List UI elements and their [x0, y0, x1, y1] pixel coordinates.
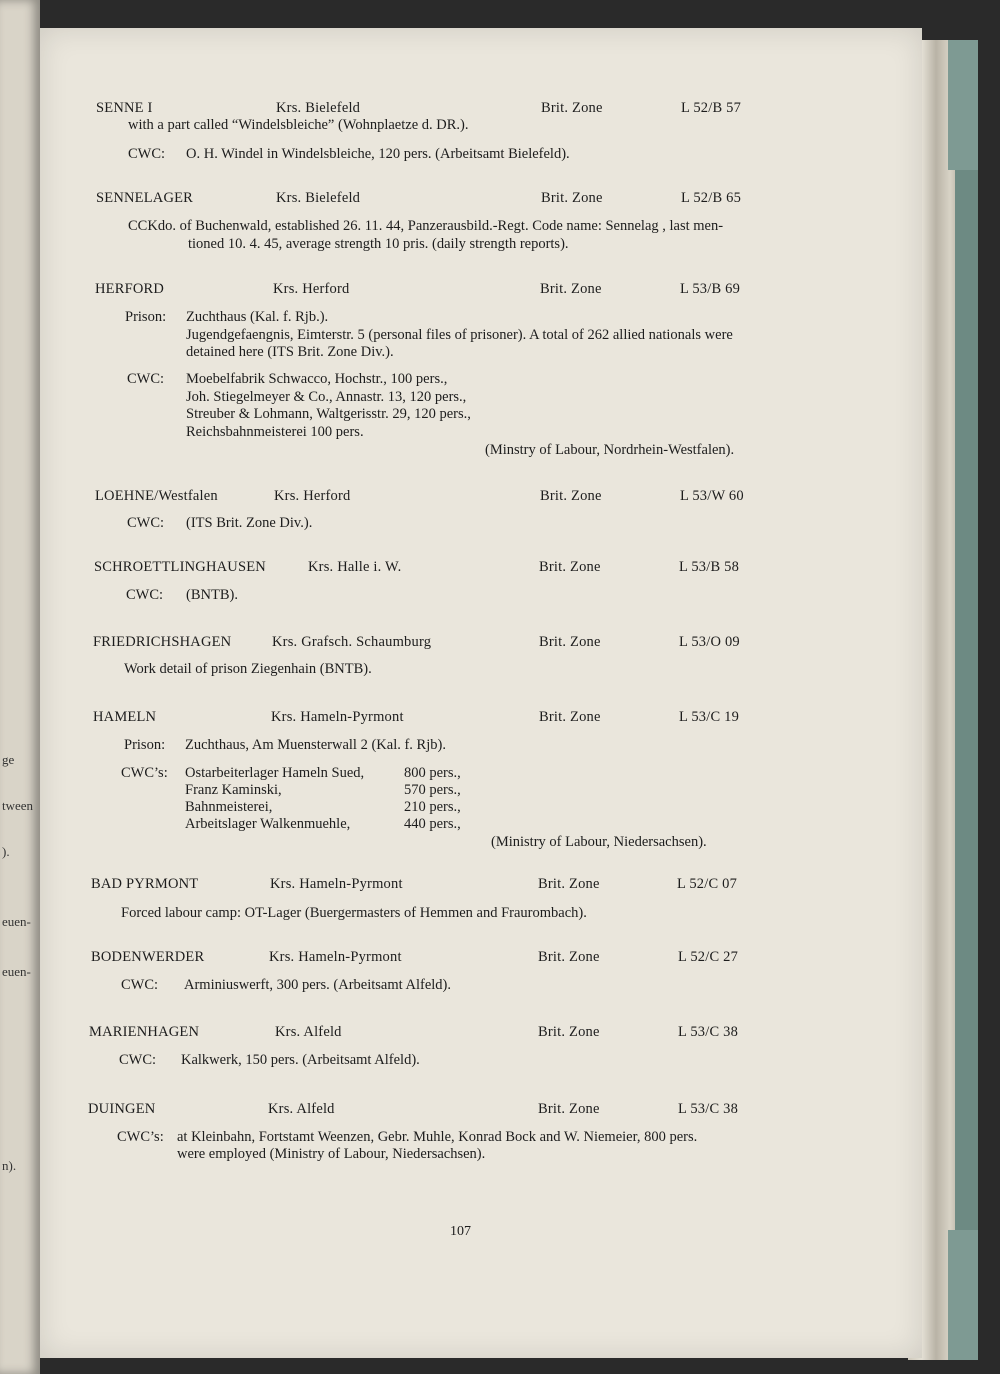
map-code: L 53/B 58: [679, 559, 740, 575]
entry-header-bodenwerder: [91, 949, 791, 967]
cwc-text: Reichsbahnmeisterei 100 pers.: [186, 424, 364, 440]
district: Krs. Hameln-Pyrmont: [271, 709, 404, 725]
cwc-text: Streuber & Lohmann, Waltgerisstr. 29, 120 pers.,: [186, 406, 471, 422]
cwc-label: CWC:: [121, 977, 159, 993]
cwc-label: CWC:: [127, 371, 165, 387]
source-note: (Minstry of Labour, Nordrhein-Westfalen).: [485, 442, 735, 458]
place-name: HAMELN: [93, 709, 157, 725]
map-code: L 53/C 38: [678, 1101, 739, 1117]
entry-header-loehne: [95, 488, 795, 506]
entry-header-marienhagen: [89, 1024, 789, 1042]
entry-header-badpyrmont: [91, 876, 791, 894]
prison-text: Jugendgefaengnis, Eimterstr. 5 (personal files of prisoner). A total of 262 allied nationals were: [186, 327, 733, 343]
cover-corner-top: [948, 40, 978, 170]
district: Krs. Halle i. W.: [308, 559, 402, 575]
cwc-label: CWC’s:: [121, 765, 168, 781]
entry-text: Work detail of prison Ziegenhain (BNTB).: [124, 661, 372, 677]
cwc-row-count: 210 pers.,: [404, 799, 461, 815]
cwc-text: O. H. Windel in Windelsbleiche, 120 pers. (Arbeitsamt Bielefeld).: [186, 146, 570, 162]
district: Krs. Bielefeld: [276, 190, 361, 206]
prison-label: Prison:: [124, 737, 166, 753]
district: Krs. Bielefeld: [276, 100, 361, 116]
entry-text: Forced labour camp: OT-Lager (Buergermasters of Hemmen and Fraurombach).: [121, 905, 587, 921]
page-number: 107: [450, 1224, 471, 1239]
cwc-row-count: 800 pers.,: [404, 765, 461, 781]
place-name: LOEHNE/Westfalen: [95, 488, 218, 504]
district: Krs. Herford: [273, 281, 350, 297]
district: Krs. Hameln-Pyrmont: [269, 949, 402, 965]
cwc-text: (BNTB).: [186, 587, 238, 603]
entry-header-schroettlinghausen: [94, 559, 794, 577]
place-name: SCHROETTLINGHAUSEN: [94, 559, 266, 575]
zone: Brit. Zone: [540, 281, 602, 297]
prison-label: Prison:: [125, 309, 167, 325]
cwc-row-name: Bahnmeisterei,: [185, 799, 273, 815]
zone: Brit. Zone: [541, 100, 603, 116]
map-code: L 53/C 38: [678, 1024, 739, 1040]
prison-text: Zuchthaus, Am Muensterwall 2 (Kal. f. Rjb).: [185, 737, 446, 753]
margin-fragment: euen-: [2, 964, 31, 979]
entry-header-sennelager: [96, 190, 796, 208]
zone: Brit. Zone: [538, 1101, 600, 1117]
zone: Brit. Zone: [541, 190, 603, 206]
cwc-row-count: 570 pers.,: [404, 782, 461, 798]
source-note: (Ministry of Labour, Niedersachsen).: [491, 834, 707, 850]
margin-fragment: tween: [2, 798, 34, 813]
margin-fragment: n).: [2, 1158, 17, 1173]
margin-fragment: ge: [2, 752, 15, 767]
cwc-text: (ITS Brit. Zone Div.).: [186, 515, 313, 531]
district: Krs. Grafsch. Schaumburg: [272, 634, 432, 650]
zone: Brit. Zone: [539, 634, 601, 650]
entry-header-herford: [95, 281, 795, 299]
cwc-label: CWC’s:: [117, 1129, 164, 1145]
zone: Brit. Zone: [538, 876, 600, 892]
entry-header-senne: [96, 100, 796, 118]
cwc-text: Kalkwerk, 150 pers. (Arbeitsamt Alfeld).: [181, 1052, 420, 1068]
entry-text: with a part called “Windelsbleiche” (Wohnplaetze d. DR.).: [128, 117, 469, 133]
adjacent-page-strip: [0, 0, 40, 1374]
entry-header-hameln: [93, 709, 793, 727]
zone: Brit. Zone: [538, 949, 600, 965]
map-code: L 52/B 65: [681, 190, 742, 206]
cover-corner-bottom: [948, 1230, 978, 1360]
place-name: BAD PYRMONT: [91, 876, 199, 892]
cwc-text: Arminiuswerft, 300 pers. (Arbeitsamt Alfeld).: [184, 977, 451, 993]
entry-text: tioned 10. 4. 45, average strength 10 pris. (daily strength reports).: [188, 236, 569, 252]
district: Krs. Alfeld: [268, 1101, 335, 1117]
place-name: SENNELAGER: [96, 190, 194, 206]
cwc-text: Joh. Stiegelmeyer & Co., Annastr. 13, 120 pers.,: [186, 389, 467, 405]
map-code: L 53/O 09: [679, 634, 740, 650]
prison-text: Zuchthaus (Kal. f. Rjb.).: [186, 309, 329, 325]
cwc-row-name: Ostarbeiterlager Hameln Sued,: [185, 765, 365, 781]
cwc-text: Moebelfabrik Schwacco, Hochstr., 100 pers.,: [186, 371, 448, 387]
cwc-label: CWC:: [119, 1052, 157, 1068]
place-name: MARIENHAGEN: [89, 1024, 200, 1040]
entry-header-duingen: [88, 1101, 788, 1119]
zone: Brit. Zone: [540, 488, 602, 504]
district: Krs. Herford: [274, 488, 351, 504]
map-code: L 53/W 60: [680, 488, 744, 504]
cwc-row-name: Franz Kaminski,: [185, 782, 282, 798]
margin-fragment: ).: [2, 844, 10, 859]
cwc-text: at Kleinbahn, Fortstamt Weenzen, Gebr. Muhle, Konrad Bock and W. Niemeier, 800 pers.: [177, 1129, 698, 1145]
place-name: DUINGEN: [88, 1101, 156, 1117]
margin-fragment: euen-: [2, 914, 31, 929]
cwc-label: CWC:: [127, 515, 165, 531]
zone: Brit. Zone: [539, 709, 601, 725]
cwc-row-name: Arbeitslager Walkenmuehle,: [185, 816, 351, 832]
map-code: L 52/B 57: [681, 100, 742, 116]
place-name: BODENWERDER: [91, 949, 205, 965]
map-code: L 53/B 69: [680, 281, 741, 297]
place-name: SENNE I: [96, 100, 153, 116]
cwc-label: CWC:: [126, 587, 164, 603]
book-cover: [955, 40, 977, 1360]
zone: Brit. Zone: [538, 1024, 600, 1040]
district: Krs. Hameln-Pyrmont: [270, 876, 403, 892]
entry-text: CCKdo. of Buchenwald, established 26. 11. 44, Panzerausbild.-Regt. Code name: Sennelag , last men-: [128, 218, 724, 234]
place-name: HERFORD: [95, 281, 165, 297]
district: Krs. Alfeld: [275, 1024, 342, 1040]
cwc-label: CWC:: [128, 146, 166, 162]
prison-text: detained here (ITS Brit. Zone Div.).: [186, 344, 394, 360]
zone: Brit. Zone: [539, 559, 601, 575]
map-code: L 53/C 19: [679, 709, 740, 725]
map-code: L 52/C 27: [678, 949, 739, 965]
place-name: FRIEDRICHSHAGEN: [93, 634, 232, 650]
cwc-text: were employed (Ministry of Labour, Niedersachsen).: [177, 1146, 486, 1162]
map-code: L 52/C 07: [677, 876, 738, 892]
cwc-row-count: 440 pers.,: [404, 816, 461, 832]
entry-header-friedrichshagen: [93, 634, 793, 652]
